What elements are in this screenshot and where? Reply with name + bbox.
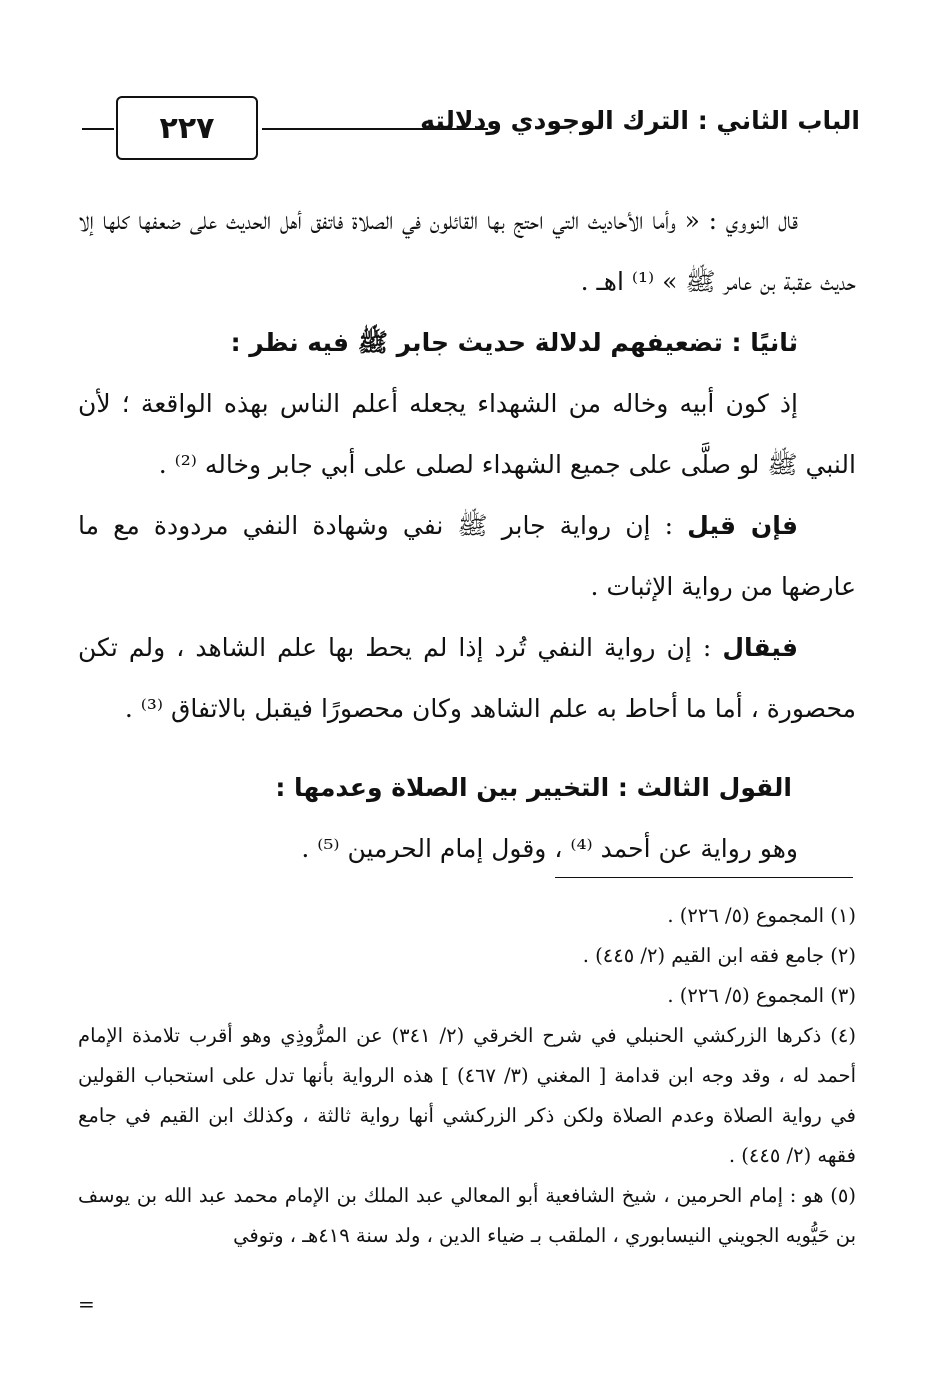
- section-heading: القول الثالث : التخيير بين الصلاة وعدمها :: [275, 773, 792, 802]
- paragraph-nawawi-quote: قال النووي : « وأما الأحاديث التي احتج بها القائلون في الصلاة فاتفق أهل الحديث على ضعفها كلها إلا حديث عقبة بن عامر ﷺ » ⁽¹⁾ اهـ .: [78, 206, 856, 296]
- paragraph-reply: [78, 617, 856, 739]
- footnote-separator: [555, 877, 853, 878]
- header-rule-left: [82, 128, 114, 130]
- page-number-box: [116, 96, 258, 160]
- reply-lead: فيقال: [722, 633, 798, 662]
- chapter-title: الباب الثاني : الترك الوجودي ودلالته: [420, 106, 860, 135]
- footnote-5: (٥) هو : إمام الحرمين ، شيخ الشافعية أبو المعالي عبد الملك بن الإمام محمد عبد الله بن يوسف بن حَيُّويه الجويني النيسابوري ، الملقب بـ ضياء الدين ، ولد سنة ٤١٩هـ ، وتوفي: [78, 1184, 856, 1247]
- paragraph-jabir-argument: إذ كون أبيه وخاله من الشهداء يجعله أعلم الناس بهذه الواقعة ؛ لأن النبي ﷺ لو صلَّى على جميع الشهداء لصلى على أبي جابر وخاله ⁽²⁾ .: [78, 389, 856, 479]
- footnote-3: (٣) المجموع (٥/ ٢٢٦) .: [667, 984, 856, 1007]
- objection-lead: فإن قيل: [687, 511, 799, 540]
- reply-text: : إن رواية النفي تُرد إذا لم يحط بها علم الشاهد ، ولم تكن محصورة ، أما ما أحاط به علم الشاهد وكان محصورًا فيقبل بالاتفاق ⁽³⁾ .: [78, 633, 856, 723]
- continuation-mark: =: [78, 1292, 95, 1316]
- page-number: ٢٢٧: [159, 110, 215, 146]
- footnote-4: (٤) ذكرها الزركشي الحنبلي في شرح الخرقي (٢/ ٣٤١) عن المرُّوذِي وهو أقرب تلامذة الإمام أحمد له ، وقد وجه ابن قدامة [ المغني (٣/ ٤٦٧) ] هذه الرواية بأنها تدل على استحباب القولين في رواية الصلاة وعدم الصلاة ولكن ذكر الزركشي أنها رواية ثالثة ، وكذلك ابن القيم في جامع فقهه (٢/ ٤٤٥) .: [78, 1024, 856, 1167]
- footnote-1: (١) المجموع (٥/ ٢٢٦) .: [667, 904, 856, 927]
- paragraph-second-point: ثانيًا : تضعيفهم لدلالة حديث جابر ﷺ فيه نظر :: [230, 328, 798, 357]
- footnotes: [78, 896, 856, 1256]
- page-header: [82, 92, 860, 164]
- footnote-2: (٢) جامع فقه ابن القيم (٢/ ٤٤٥) .: [582, 944, 856, 967]
- objection-text: : إن رواية جابر ﷺ نفي وشهادة النفي مردودة مع ما عارضها من رواية الإثبات .: [78, 511, 856, 601]
- paragraph-third-opinion: وهو رواية عن أحمد ⁽⁴⁾ ، وقول إمام الحرمين ⁽⁵⁾ .: [301, 834, 798, 863]
- paragraph-objection: [78, 495, 856, 617]
- main-text: [78, 190, 856, 879]
